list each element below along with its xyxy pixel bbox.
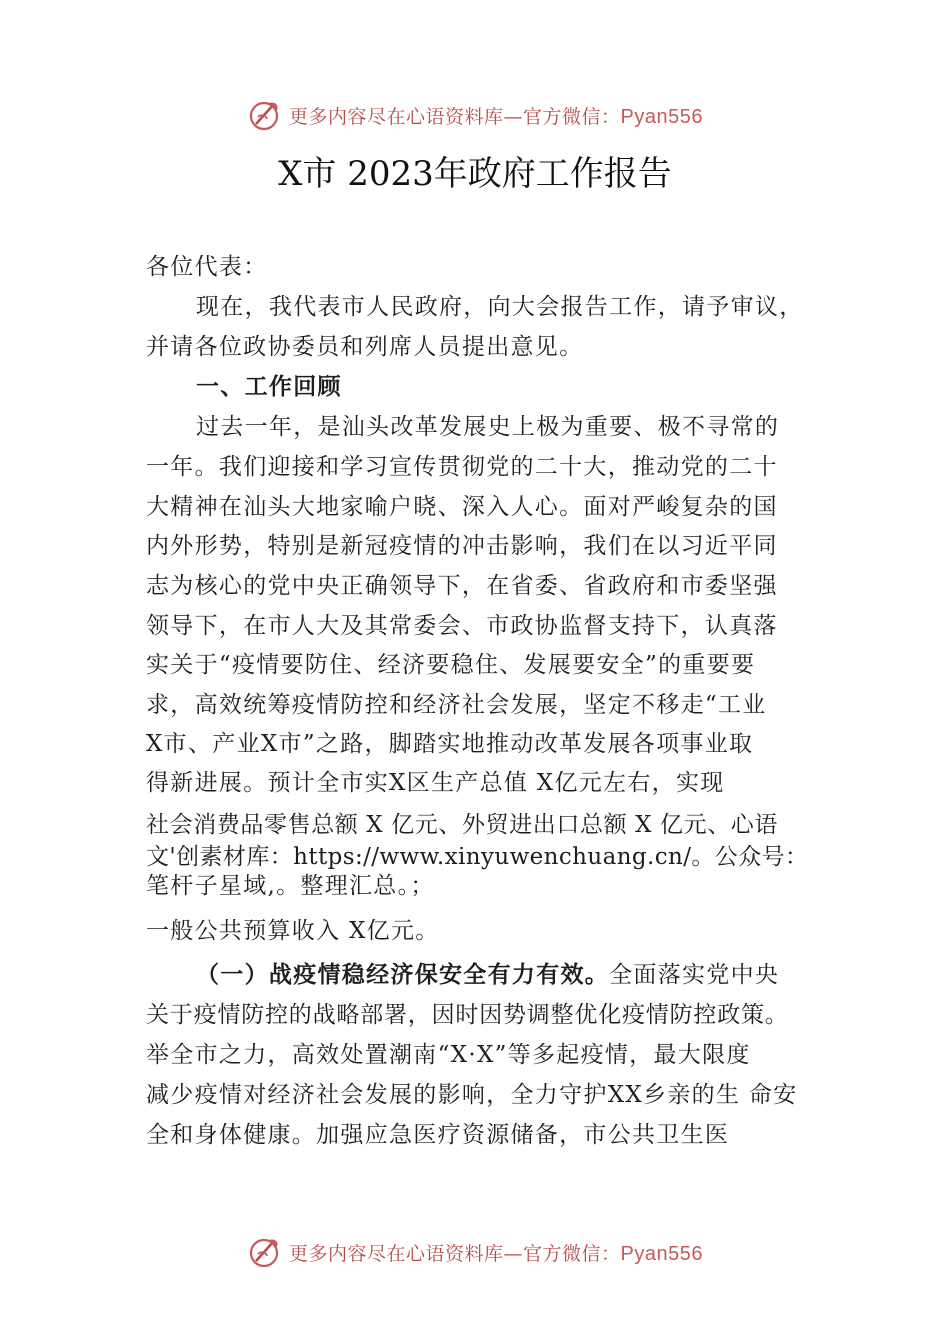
paragraph-line: X市、产业X市”之路，脚踏实地推动改革发展各项事业取 [146,731,754,757]
document-title: X市 2023年政府工作报告 [278,154,672,194]
subsection-line [196,960,779,990]
subsection-heading: （一）战疫情稳经济保安全有力有效。 [196,961,610,988]
paragraph-line: 领导下，在市人大及其常委会、市政协监督支持下，认真落 [146,613,778,639]
paragraph-line: 全和身体健康。加强应急医疗资源储备，市公共卫生医 [146,1122,730,1148]
subsection-text: 全面落实党中央 [609,962,780,988]
paragraph-line: 社会消费品零售总额 X 亿元、外贸进出口总额 X 亿元、心语 [146,812,778,838]
paragraph-line: 关于疫情防控的战略部署，因时因势调整优化疫情防控政策。 [146,1002,789,1028]
paragraph-line: 一般公共预算收入 X亿元。 [146,918,440,944]
banner-handle: Pyan556 [620,105,703,128]
paragraph-line: 得新进展。预计全市实X区生产总值 X亿元左右，实现 [146,770,725,796]
paragraph-line: 大精神在汕头大地家喻户晓、深入人心。面对严峻复杂的国 [146,494,778,520]
paragraph-line: 笔杆子星域,。整理汇总。； [146,873,435,899]
banner-text: 更多内容尽在心语资料库—官方微信：Pyan556 [289,1242,703,1265]
header-banner [0,95,950,135]
paragraph-line: 实关于“疫情要防住、经济要稳住、发展要安全”的重要要 [146,652,756,678]
paragraph-line: 一年。我们迎接和学习宣传贯彻党的二十大，推动党的二十 [146,454,778,480]
intro-line: 并请各位政协委员和列席人员提出意见。 [146,334,584,360]
banner-handle: Pyan556 [620,1242,703,1265]
paragraph-line: 内外形势，特别是新冠疫情的冲击影响，我们在以习近平同 [146,533,778,559]
intro-line: 现在，我代表市人民政府，向大会报告工作，请予审议， [196,294,804,320]
paragraph-line: 举全市之力，高效处置潮南“X·X”等多起疫情，最大限度 [146,1042,751,1068]
banner-text: 更多内容尽在心语资料库—官方微信：Pyan556 [289,105,703,128]
footer-banner [0,1232,950,1272]
quill-seal-icon [247,97,283,133]
section-heading: 一、工作回顾 [196,374,342,400]
paragraph-line: 过去一年，是汕头改革发展史上极为重要、极不寻常的 [196,414,780,440]
paragraph-line: 志为核心的党中央正确领导下，在省委、省政府和市委坚强 [146,573,778,599]
paragraph-line: 文'创素材库：https://www.xinyuwenchuang.cn/。公众号： [146,844,809,870]
paragraph-line: 求，高效统筹疫情防控和经济社会发展，坚定不移走“工业 [146,692,767,718]
salutation: 各位代表： [146,254,268,280]
paragraph-line: 减少疫情对经济社会发展的影响，全力守护XX乡亲的生 命安 [146,1082,798,1108]
quill-seal-icon [247,1234,283,1270]
